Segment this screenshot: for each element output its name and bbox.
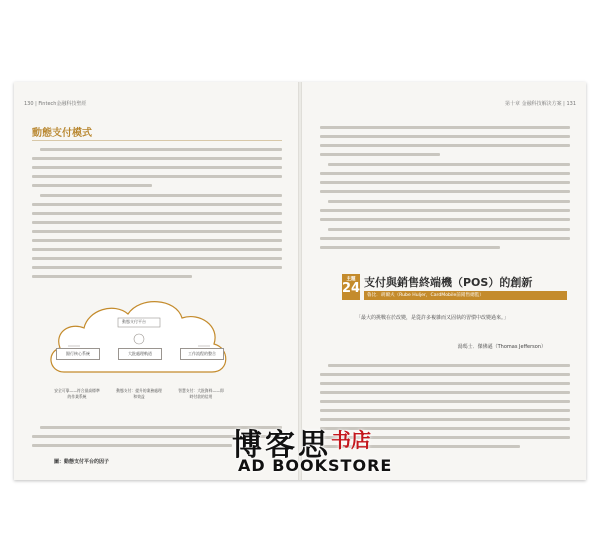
topic-number: 24 bbox=[342, 281, 361, 296]
cloud-diagram bbox=[44, 292, 234, 380]
diagram-top-label: 動態支付平台 bbox=[122, 319, 146, 324]
topic-badge bbox=[342, 274, 360, 300]
diagram-box-batch-rail: 大批處理軌道 bbox=[118, 348, 162, 360]
topic-author: 魯比．胡爾夫（Rube Huljer，CardMobile前銷售總監） bbox=[364, 291, 567, 300]
epigraph-source: 湯瑪士．傑佛遜（Thomas Jefferson） bbox=[457, 344, 546, 350]
diagram-box-workflow: 工作流程的整合 bbox=[180, 348, 224, 360]
figure-caption: 圖：動態支付平台的因子 bbox=[54, 459, 110, 465]
watermark-cn-red-text: 书店 bbox=[331, 428, 371, 452]
topic-title: 支付與銷售終端機（POS）的創新 bbox=[364, 276, 533, 289]
store-watermark-en: AD BOOKSTORE bbox=[238, 456, 393, 475]
topic-label: 主題 bbox=[346, 277, 356, 282]
diagram-caption-3: 智慧支付：大批資料——即時付款的信用 bbox=[178, 388, 224, 399]
diagram-caption-2: 動態支付：提升的業務處理和效益 bbox=[116, 388, 162, 399]
right-running-head: 第十章 金融科技解決方案 | 131 bbox=[505, 101, 576, 107]
left-running-head: 130 | Fintech金融科技聖經 bbox=[24, 101, 87, 107]
watermark-cn-text: 博客思 bbox=[232, 428, 331, 463]
diagram-box-core-banking: 銀行核心系統 bbox=[56, 348, 100, 360]
epigraph-quote: 「最大的挑戰在於改變，是從許多複雜而又固執的習慣中改變過來。」 bbox=[356, 315, 509, 321]
section-title: 動態支付模式 bbox=[32, 128, 92, 139]
section-rule bbox=[32, 140, 282, 141]
diagram-caption-1: 安全可靠——符合最高標準的作業系統 bbox=[54, 388, 100, 399]
